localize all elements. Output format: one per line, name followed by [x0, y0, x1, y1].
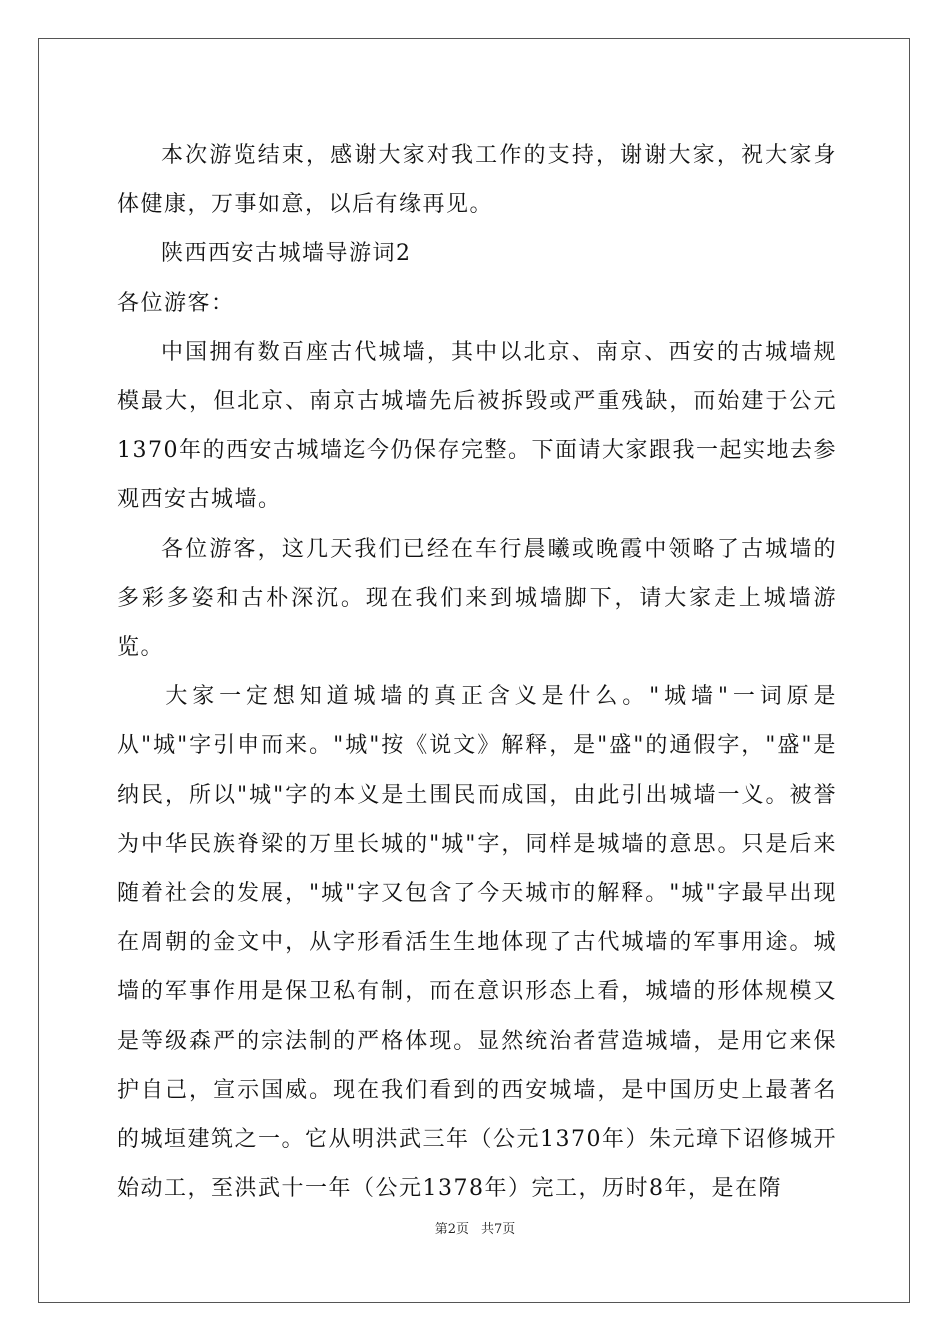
page-number: 第2页 — [434, 1222, 469, 1237]
paragraph-meaning: 大家一定想知道城墙的真正含义是什么。"城墙"一词原是从"城"字引申而来。"城"按《说文》解释，是"盛"的通假字，"盛"是纳民，所以"城"字的本义是土围民而成国，由此引出城墙一义。被誉为中华民族脊梁的万里长城的"城"字，同样是城墙的意思。只是后来随着社会的发展，"城"字又包含了今天城市的解释。"城"字最早出现在周朝的金文中，从字形看活生生地体现了古代城墙的军事用途。城墙的军事作用是保卫私有制，而在意识形态上看，城墙的形体规模又是等级森严的宗法制的严格体现。显然统治者营造城墙，是用它来保护自己，宣示国威。现在我们看到的西安城墙，是中国历史上最著名的城垣建筑之一。它从明洪武三年（公元1370年）朱元璋下诏修城开始动工，至洪武十一年（公元1378年）完工，历时8年，是在隋 — [117, 684, 837, 1202]
greeting: 各位游客： — [117, 290, 235, 316]
section-title: 陕西西安古城墙导游词2 — [161, 241, 412, 267]
page-total: 共7页 — [481, 1222, 516, 1237]
document-body — [117, 131, 837, 1213]
paragraph-visitors: 各位游客，这几天我们已经在车行晨曦或晚霞中领略了古城墙的多彩多姿和古朴深沉。现在我们来到城墙脚下，请大家走上城墙游览。 — [117, 536, 837, 661]
page-footer — [0, 1218, 950, 1237]
paragraph-closing: 本次游览结束，感谢大家对我工作的支持，谢谢大家，祝大家身体健康，万事如意，以后有缘再见。 — [117, 143, 837, 218]
paragraph-intro: 中国拥有数百座古代城墙，其中以北京、南京、西安的古城墙规模最大，但北京、南京古城墙先后被拆毁或严重残缺，而始建于公元1370年的西安古城墙迄今仍保存完整。下面请大家跟我一起实地去参观西安古城墙。 — [117, 339, 837, 513]
